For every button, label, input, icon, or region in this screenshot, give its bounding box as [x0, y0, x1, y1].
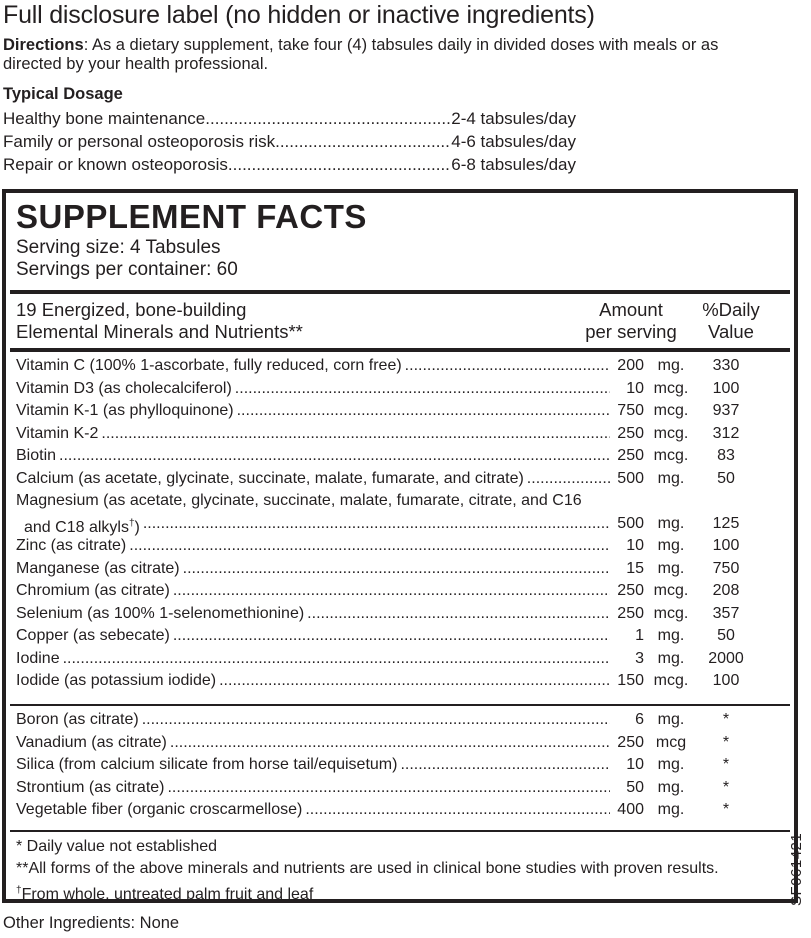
- nutrient-name: Iodine: [16, 649, 60, 667]
- daily-value: 2000: [708, 649, 744, 667]
- amount: 250: [617, 733, 644, 751]
- dosage-label: Repair or known osteoporosis: [3, 155, 228, 174]
- dosage-value: 4-6 tabsules/day: [451, 132, 576, 151]
- unit: mg.: [657, 778, 685, 796]
- amount: 50: [626, 778, 644, 796]
- amount: 500: [617, 469, 644, 487]
- dot-leader: [129, 535, 610, 558]
- nutrient-name: Magnesium (as acetate, glycinate, succinate, malate, fumarate, citrate, and C16: [16, 492, 582, 509]
- dot-leader: [101, 423, 610, 446]
- column-header-nutrients: [16, 299, 303, 343]
- table-row: [16, 732, 754, 755]
- dosage-heading: Typical Dosage: [3, 85, 123, 103]
- nutrient-name: Vegetable fiber (organic croscarmellose): [16, 801, 303, 818]
- dot-leader: [275, 130, 451, 153]
- dosage-list: [3, 107, 576, 176]
- dot-leader: [59, 445, 610, 468]
- dot-leader: [405, 355, 610, 378]
- table-row: [16, 777, 754, 800]
- column-header-dv-line2: Value: [708, 321, 754, 342]
- daily-value: 50: [717, 627, 735, 644]
- dot-leader: [142, 709, 610, 732]
- dot-leader: [235, 378, 610, 401]
- table-row: [16, 400, 754, 423]
- column-header-amount: [576, 299, 686, 343]
- table-row: [16, 423, 754, 446]
- amount: 250: [617, 424, 644, 442]
- table-row: [16, 648, 754, 671]
- dosage-label: Family or personal osteoporosis risk: [3, 132, 276, 151]
- unit: mcg.: [653, 447, 689, 464]
- footnote-palm-text: From whole, untreated palm fruit and leaf: [21, 886, 314, 903]
- label-disclosure-title: Full disclosure label (no hidden or inactive ingredients): [3, 1, 595, 29]
- nutrient-name: Vitamin C (100% 1-ascorbate, fully reduced, corn free): [16, 357, 402, 374]
- divider-rule: [10, 348, 790, 352]
- unit: mcg.: [653, 582, 689, 599]
- table-row: [16, 355, 754, 378]
- label-code: SF061421: [788, 832, 805, 906]
- dot-leader: [400, 754, 610, 777]
- daily-value: *: [722, 778, 730, 796]
- table-row: [16, 754, 754, 777]
- daily-value: 750: [712, 559, 740, 577]
- dagger-mark: †: [16, 885, 22, 896]
- dot-leader: [63, 648, 610, 671]
- other-ingredients: Other Ingredients: None: [3, 914, 180, 932]
- nutrient-name-continued: [16, 513, 140, 536]
- dot-leader: [307, 603, 610, 626]
- amount: 200: [617, 357, 644, 374]
- nutrient-name: Manganese (as citrate): [16, 559, 180, 577]
- unit: mg.: [657, 627, 685, 644]
- footnotes: [16, 836, 719, 906]
- dot-leader: [167, 777, 610, 800]
- table-row: [16, 580, 754, 603]
- dot-leader: [173, 625, 610, 648]
- daily-value: 208: [712, 582, 740, 599]
- unit: mg.: [657, 537, 685, 554]
- column-header-dv-line1: %Daily: [702, 299, 760, 320]
- daily-value: 312: [712, 424, 740, 442]
- unit: mg.: [657, 711, 685, 728]
- directions-text: [3, 36, 763, 74]
- dot-leader: [183, 558, 610, 581]
- other-nutrient-table: [16, 709, 754, 822]
- dosage-row: [3, 107, 576, 130]
- table-row-name-line: [16, 490, 754, 513]
- nutrient-name: Iodide (as potassium iodide): [16, 672, 217, 689]
- amount: 10: [626, 756, 644, 773]
- table-row: [16, 709, 754, 732]
- column-header-amount-line1: Amount: [599, 299, 663, 320]
- nutrient-name: Vitamin D3 (as cholecalciferol): [16, 379, 232, 397]
- table-row: [16, 378, 754, 401]
- daily-value: 100: [712, 672, 740, 689]
- dot-leader: [173, 580, 610, 603]
- divider-rule: [10, 704, 790, 706]
- column-header-nutrients-line2: Elemental Minerals and Nutrients**: [16, 321, 303, 342]
- dot-leader: [219, 670, 610, 693]
- unit: mcg: [655, 733, 687, 751]
- closing-paren: ): [134, 518, 140, 536]
- amount: 1: [635, 627, 644, 644]
- unit: mg.: [657, 357, 685, 374]
- directions-body: : As a dietary supplement, take four (4) tabsules daily in divided doses with meals or as directed by your health professional.: [3, 36, 719, 73]
- daily-value: 357: [712, 604, 740, 622]
- daily-value: 125: [712, 514, 740, 532]
- divider-rule: [10, 290, 790, 294]
- unit: mcg.: [653, 672, 689, 689]
- dosage-label: Healthy bone maintenance: [3, 109, 206, 128]
- footnote-palm: [16, 880, 719, 906]
- nutrient-name: Vanadium (as citrate): [16, 733, 167, 751]
- unit: mg.: [657, 514, 685, 532]
- unit: mg.: [657, 801, 685, 818]
- nutrient-name: Boron (as citrate): [16, 711, 139, 728]
- amount: 15: [626, 559, 644, 577]
- nutrient-table: [16, 355, 754, 693]
- amount: 500: [617, 514, 644, 532]
- daily-value: 50: [717, 469, 735, 487]
- serving-size: Serving size: 4 Tabsules: [16, 237, 221, 258]
- nutrient-name: Zinc (as citrate): [16, 537, 127, 554]
- divider-rule: [10, 830, 790, 832]
- dosage-value: 2-4 tabsules/day: [451, 109, 576, 128]
- dosage-value: 6-8 tabsules/day: [451, 155, 576, 174]
- column-header-nutrients-line1: 19 Energized, bone-building: [16, 299, 247, 320]
- directions-label: Directions: [3, 36, 84, 54]
- serving-info: [16, 237, 238, 281]
- dot-leader: [527, 468, 610, 491]
- daily-value: *: [722, 801, 730, 818]
- nutrient-name: Vitamin K-2: [16, 424, 99, 442]
- servings-per-container: Servings per container: 60: [16, 259, 238, 280]
- table-row: [16, 625, 754, 648]
- nutrient-name-continued-text: and C18 alkyls: [24, 518, 129, 536]
- amount: 250: [617, 447, 644, 464]
- amount: 10: [626, 379, 644, 397]
- unit: mcg.: [653, 424, 689, 442]
- nutrient-name: Copper (as sebecate): [16, 627, 170, 644]
- amount: 400: [617, 801, 644, 818]
- table-row: [16, 535, 754, 558]
- dosage-row: [3, 130, 576, 153]
- dot-leader: [205, 107, 451, 130]
- unit: mcg.: [653, 379, 689, 397]
- amount: 6: [635, 711, 644, 728]
- amount: 150: [617, 672, 644, 689]
- daily-value: 937: [712, 402, 740, 419]
- dot-leader: [170, 732, 610, 755]
- column-header-daily-value: [696, 299, 766, 343]
- supplement-facts-panel: [2, 189, 798, 903]
- table-row: [16, 670, 754, 693]
- nutrient-name: Biotin: [16, 447, 57, 464]
- nutrient-name: Vitamin K-1 (as phylloquinone): [16, 402, 234, 419]
- column-header-amount-line2: per serving: [585, 321, 677, 342]
- daily-value: 100: [712, 537, 740, 554]
- dosage-row: [3, 153, 576, 176]
- amount: 250: [617, 604, 644, 622]
- unit: mg.: [657, 559, 685, 577]
- nutrient-name: Chromium (as citrate): [16, 582, 170, 599]
- unit: mg.: [657, 469, 685, 487]
- unit: mg.: [657, 649, 685, 667]
- nutrient-name: Calcium (as acetate, glycinate, succinate, malate, fumarate, and citrate): [16, 469, 524, 487]
- daily-value: *: [722, 711, 730, 728]
- daily-value: *: [722, 733, 730, 751]
- dot-leader: [305, 799, 610, 822]
- table-row: [16, 513, 754, 536]
- nutrient-name: Selenium (as 100% 1-selenomethionine): [16, 604, 305, 622]
- dot-leader: [143, 513, 610, 536]
- table-row: [16, 558, 754, 581]
- dot-leader: [228, 153, 451, 176]
- unit: mg.: [657, 756, 685, 773]
- daily-value: 83: [717, 447, 735, 464]
- amount: 3: [635, 649, 644, 667]
- daily-value: *: [722, 756, 730, 773]
- table-row: [16, 468, 754, 491]
- amount: 10: [626, 537, 644, 554]
- table-row: [16, 799, 754, 822]
- daily-value: 330: [712, 357, 740, 374]
- unit: mcg.: [653, 402, 689, 419]
- footnote-clinical: **All forms of the above minerals and nutrients are used in clinical bone studies with proven results.: [16, 860, 719, 877]
- daily-value: 100: [712, 379, 740, 397]
- amount: 750: [617, 402, 644, 419]
- dagger-mark: †: [128, 517, 135, 529]
- table-row: [16, 603, 754, 626]
- footnote-daily-value: * Daily value not established: [16, 838, 218, 855]
- facts-title: SUPPLEMENT FACTS: [16, 198, 367, 235]
- amount: 250: [617, 582, 644, 599]
- nutrient-name: Silica (from calcium silicate from horse tail/equisetum): [16, 756, 398, 773]
- unit: mcg.: [653, 604, 689, 622]
- nutrient-name: Strontium (as citrate): [16, 778, 165, 796]
- table-row: [16, 445, 754, 468]
- dot-leader: [237, 400, 610, 423]
